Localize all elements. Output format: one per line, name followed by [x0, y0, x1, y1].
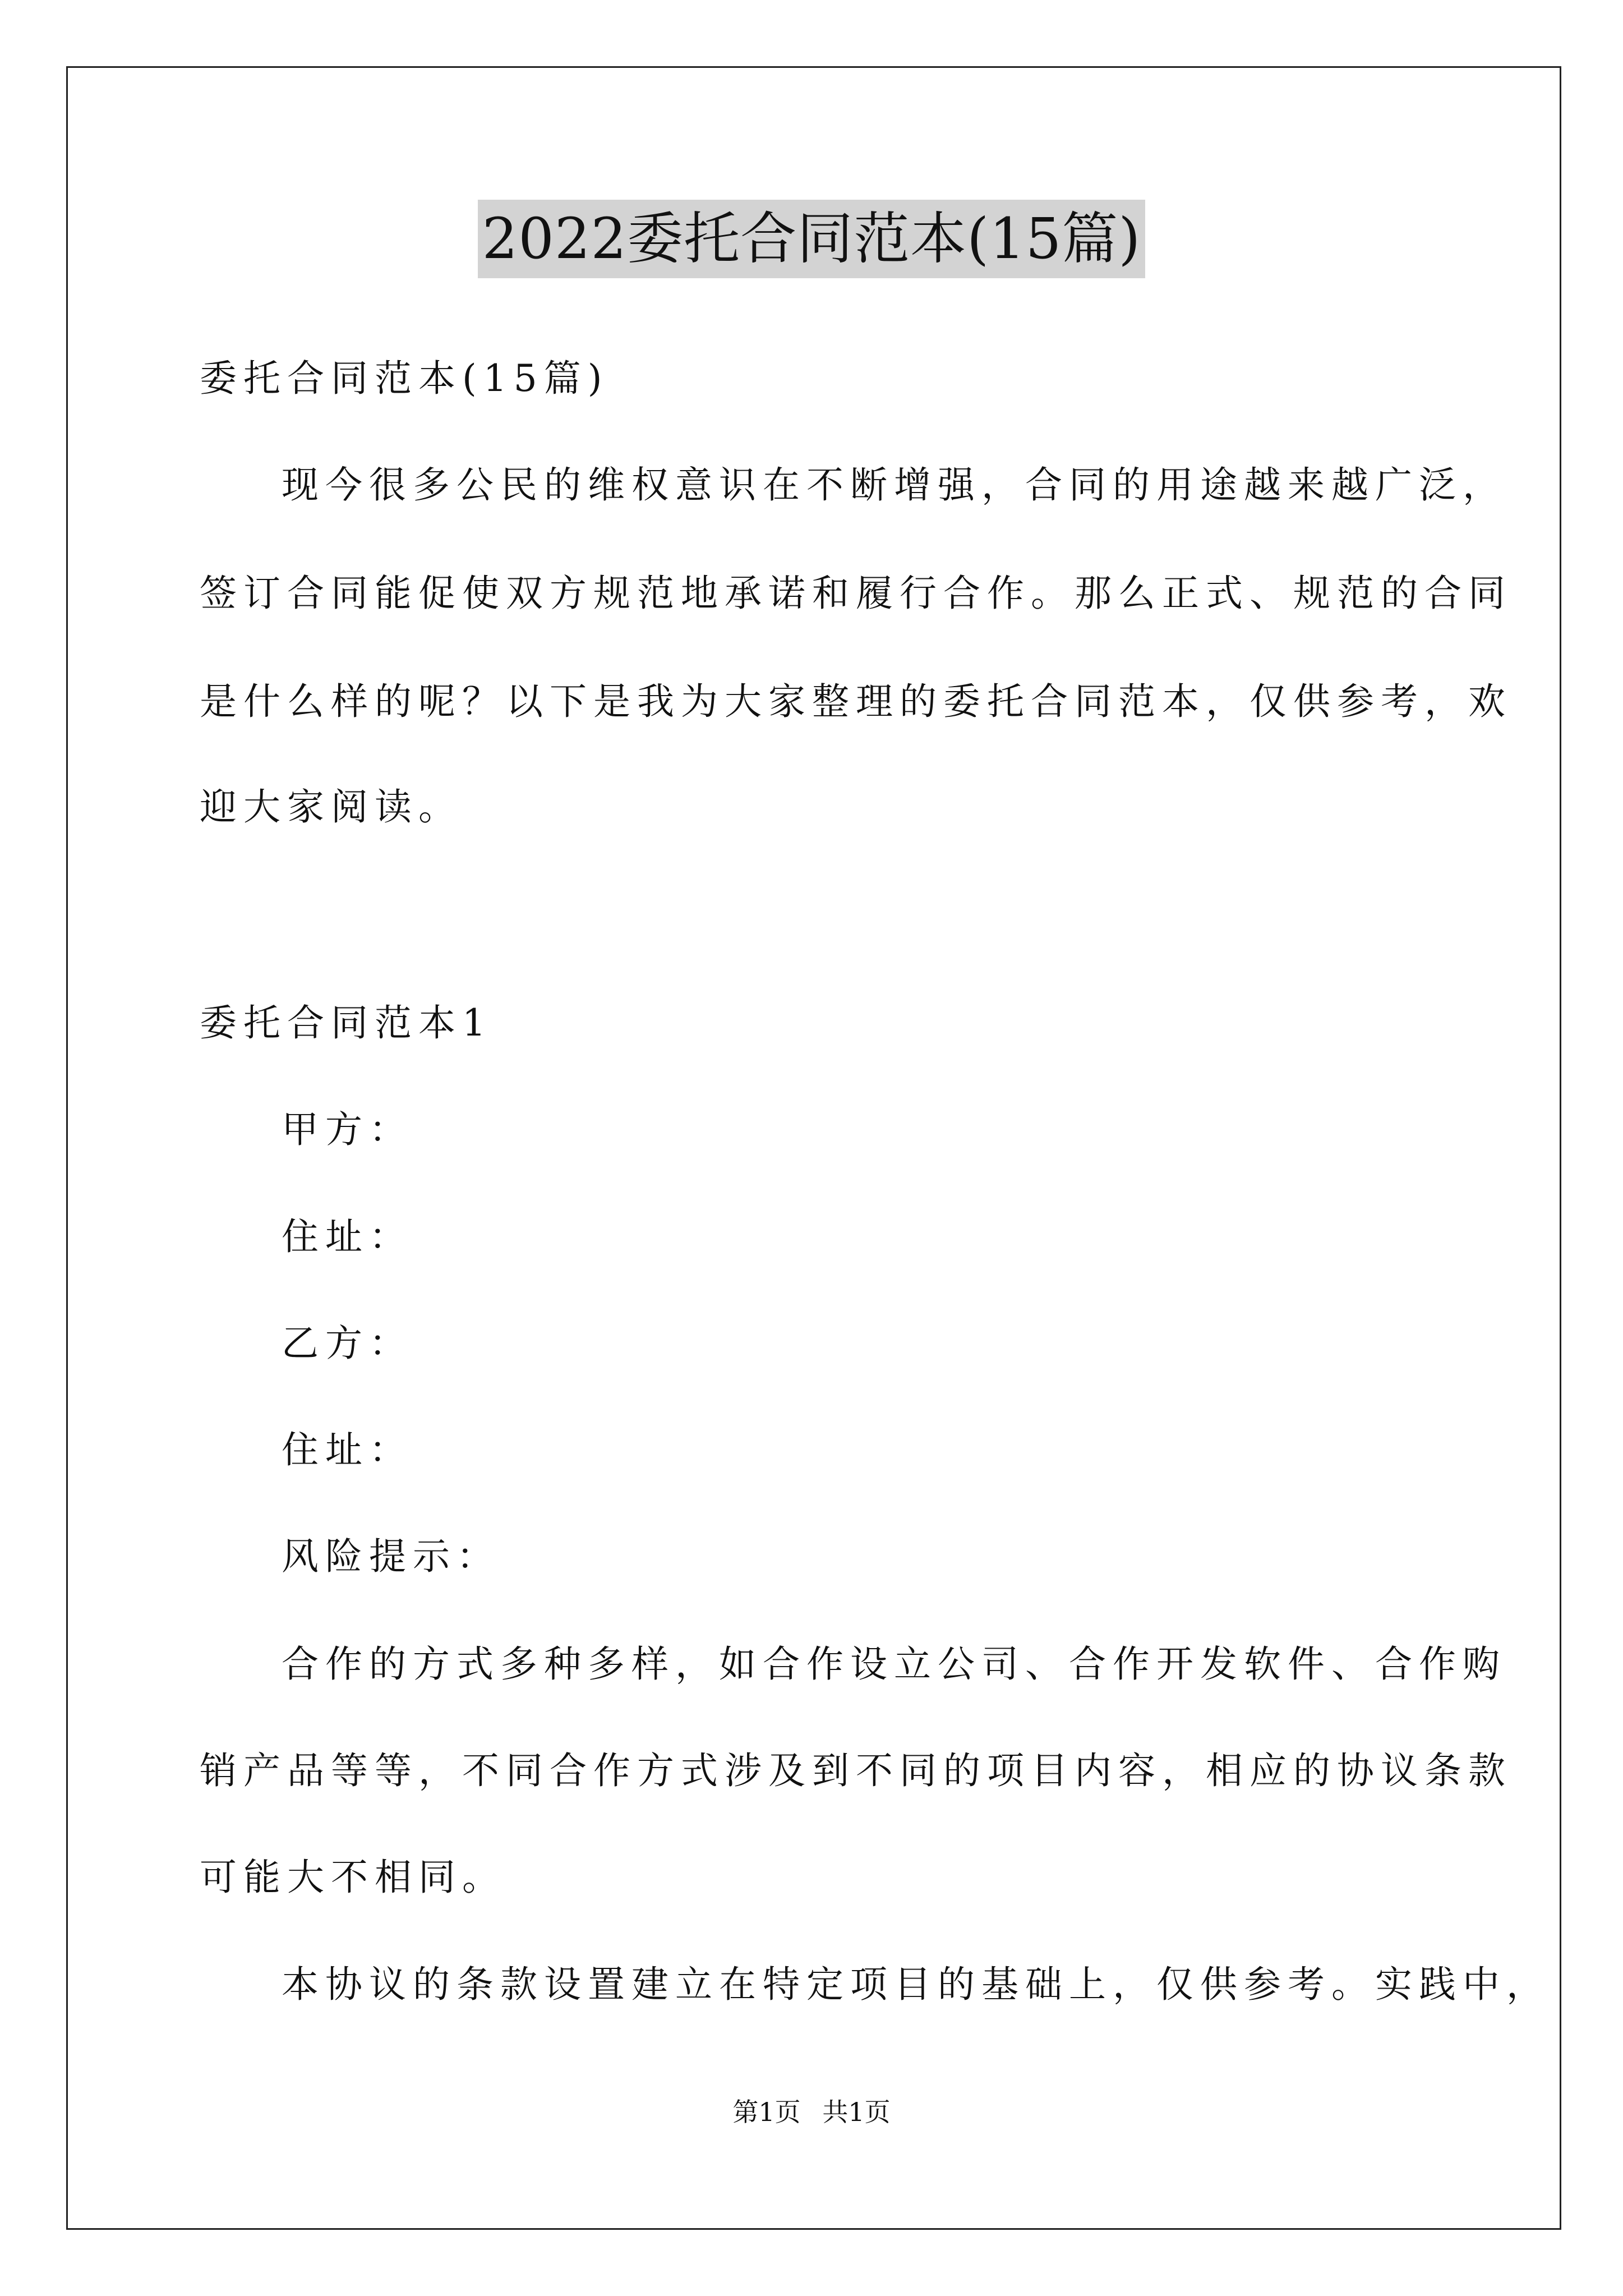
- risk-line-2: 销产品等等，不同合作方式涉及到不同的项目内容，相应的协议条款: [200, 1749, 1512, 1792]
- page-footer: [0, 2095, 1623, 2129]
- intro-line-3: 是什么样的呢？以下是我为大家整理的委托合同范本，仅供参考，欢: [200, 680, 1512, 723]
- document-subtitle: 委托合同范本(15篇): [200, 357, 609, 400]
- intro-line-4: 迎大家阅读。: [200, 785, 462, 829]
- title-container: [0, 200, 1623, 278]
- risk-heading: 风险提示：: [282, 1535, 500, 1578]
- risk-line-3: 可能大不相同。: [200, 1856, 506, 1899]
- party-b-label: 乙方：: [282, 1322, 413, 1365]
- party-a-label: 甲方：: [282, 1108, 413, 1151]
- last-paragraph-line-1: 本协议的条款设置建立在特定项目的基础上，仅供参考。实践中，: [282, 1963, 1550, 2006]
- intro-line-2: 签订合同能促使双方规范地承诺和履行合作。那么正式、规范的合同: [200, 572, 1512, 615]
- address-b-label: 住址：: [282, 1428, 413, 1471]
- page-total: 共1页: [822, 2097, 891, 2127]
- document-title: 2022委托合同范本(15篇): [478, 200, 1146, 278]
- section-heading: 委托合同范本1: [200, 1001, 492, 1045]
- page-number: 第1页: [732, 2097, 801, 2127]
- address-a-label: 住址：: [282, 1215, 413, 1258]
- risk-line-1: 合作的方式多种多样，如合作设立公司、合作开发软件、合作购: [282, 1642, 1506, 1686]
- intro-line-1: 现今很多公民的维权意识在不断增强，合同的用途越来越广泛，: [282, 463, 1506, 507]
